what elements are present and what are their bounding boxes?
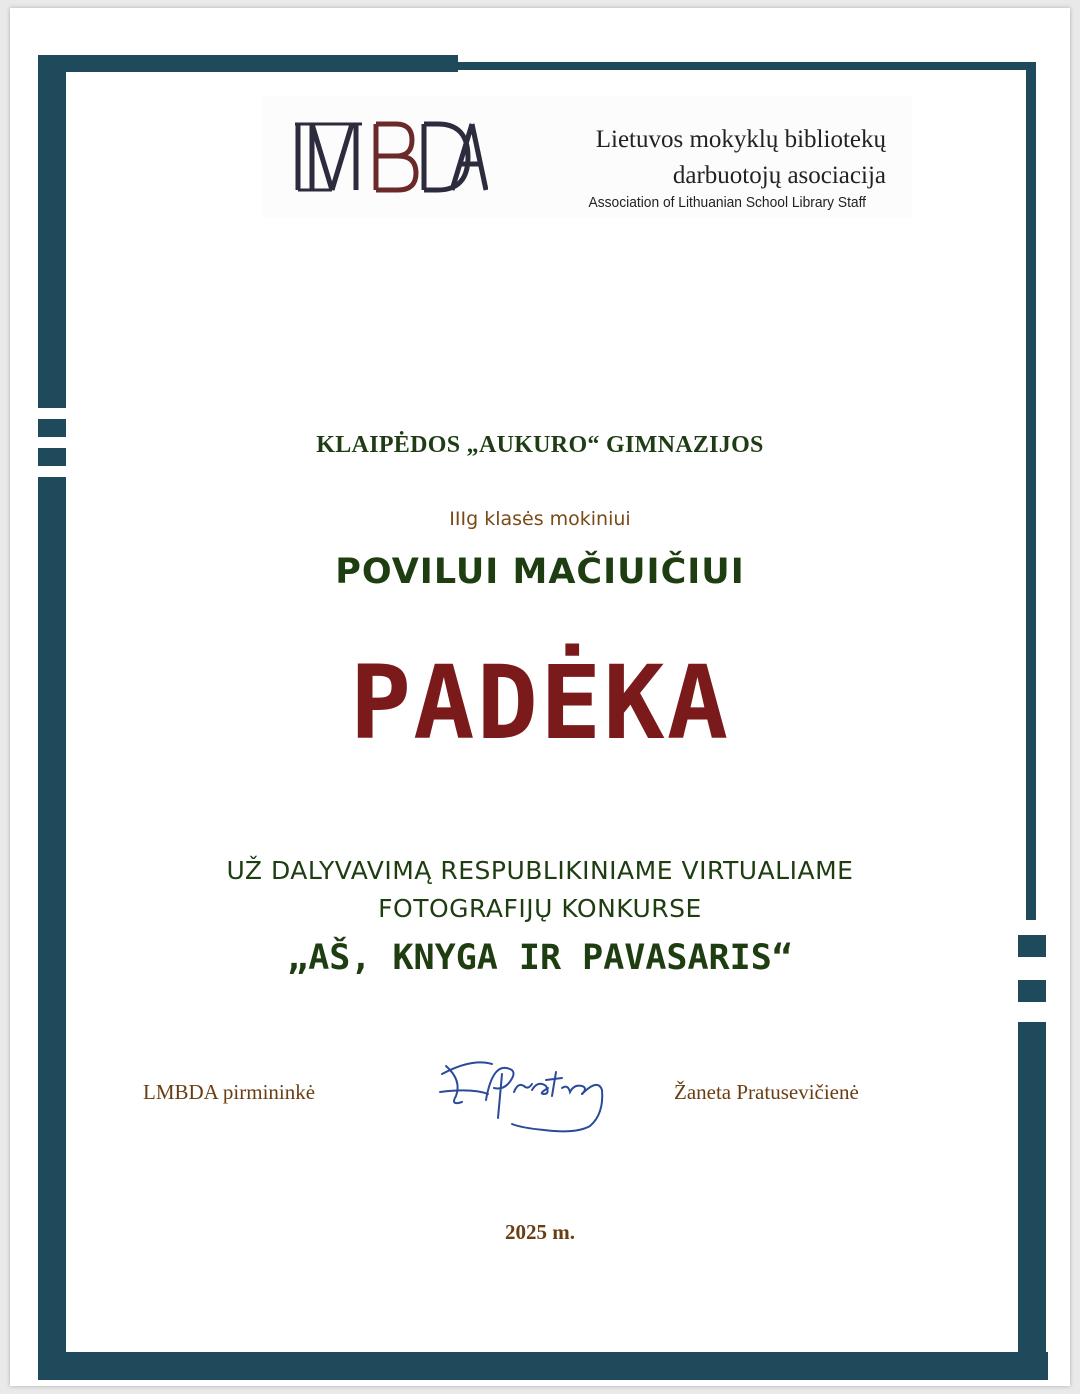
certificate-title: PADĖKA	[349, 644, 731, 763]
handwritten-signature	[432, 1044, 622, 1140]
book-flowers-photo	[400, 253, 698, 403]
association-name-lt-line2: darbuotojų asociacija	[672, 162, 886, 189]
association-name-lt	[526, 122, 886, 194]
association-logo	[262, 96, 912, 218]
school-name: KLAIPĖDOS „AUKURO“ GIMNAZIJOS	[316, 432, 764, 458]
certificate-year: 2025 m.	[505, 1220, 575, 1244]
reason-line-2: FOTOGRAFIJŲ KONKURSE	[378, 894, 702, 923]
reason-line-1: UŽ DALYVAVIMĄ RESPUBLIKINIAME VIRTUALIAME	[226, 856, 854, 885]
association-name-en: Association of Lithuanian School Library Staff	[588, 194, 866, 211]
class-line: IIIg klasės mokiniui	[449, 508, 631, 530]
contest-name: „AŠ, KNYGA IR PAVASARIS“	[287, 938, 793, 978]
association-name-lt-line1: Lietuvos mokyklų bibliotekų	[595, 126, 886, 153]
recipient-name: POVILUI MAČIUIČIUI	[335, 552, 745, 592]
lmbda-logo-mark	[292, 118, 488, 198]
signer-role: LMBDA pirmininkė	[143, 1080, 316, 1104]
signer-name: Žaneta Pratusevičienė	[674, 1080, 859, 1104]
